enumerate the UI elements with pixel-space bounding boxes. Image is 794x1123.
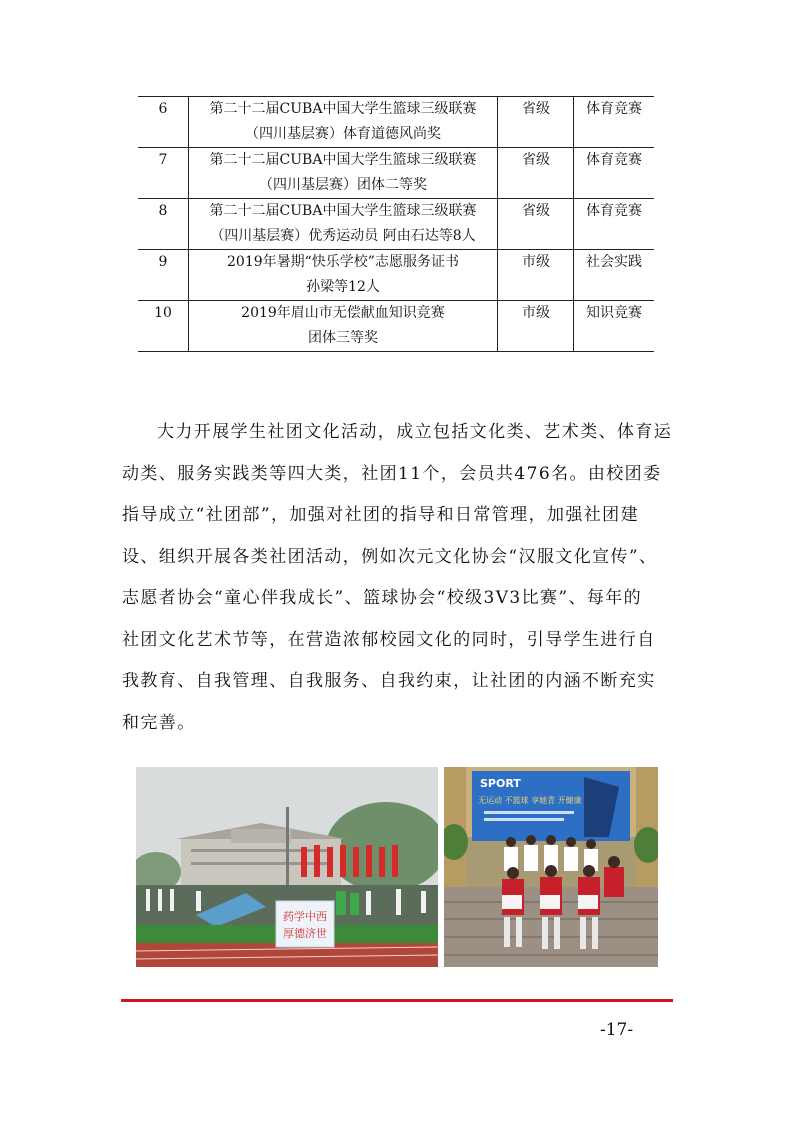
sports-meet-photo — [136, 767, 438, 967]
page-number: -17- — [600, 1020, 634, 1040]
award-name-line: （四川基层赛）体育道德风尚奖 — [245, 126, 441, 142]
award-level: 市级 — [498, 250, 574, 301]
banner-line: 厚德济世 — [283, 927, 327, 940]
footer-divider — [121, 999, 673, 1002]
paragraph-line: 设、组织开展各类社团活动，例如次元文化协会“汉服文化宣传”、 — [122, 546, 658, 567]
award-name — [189, 199, 498, 250]
award-row — [138, 148, 654, 199]
award-name — [189, 97, 498, 148]
award-name — [189, 301, 498, 352]
banner-line: 药学中西 — [283, 910, 327, 923]
award-name-line: 2019年眉山市无偿献血知识竞赛 — [241, 305, 445, 321]
paragraph-line: 我教育、自我管理、自我服务、自我约束，让社团的内涵不断充实 — [122, 671, 656, 691]
award-category: 知识竞赛 — [574, 301, 655, 352]
award-number: 10 — [138, 301, 189, 352]
awards-table — [138, 96, 654, 352]
award-name — [189, 250, 498, 301]
award-name-line: （四川基层赛）优秀运动员 阿由石达等8人 — [210, 228, 476, 244]
paragraph-line: 志愿者协会“童心伴我成长”、篮球协会“校级3V3比赛”、每年的 — [122, 588, 643, 608]
award-number: 9 — [138, 250, 189, 301]
award-name-line: 孙梁等12人 — [306, 279, 380, 295]
award-number: 8 — [138, 199, 189, 250]
banner-slogan-text: 无运动 不篮球 享她青 开健康 — [478, 796, 582, 805]
award-row — [138, 97, 654, 148]
paragraph-line: 社团文化艺术节等，在营造浓郁校园文化的同时，引导学生进行自 — [122, 629, 656, 650]
award-level: 省级 — [498, 148, 574, 199]
award-name-line: 2019年暑期“快乐学校”志愿服务证书 — [227, 254, 459, 270]
award-level: 省级 — [498, 97, 574, 148]
award-row — [138, 199, 654, 250]
award-number: 6 — [138, 97, 189, 148]
club-activities-paragraph — [122, 412, 674, 744]
paragraph-line: 指导成立“社团部”，加强对社团的指导和日常管理，加强社团建 — [122, 505, 639, 525]
award-name-line: 第二十二届CUBA中国大学生篮球三级联赛 — [209, 101, 477, 117]
basketball-team-photo — [444, 767, 658, 967]
award-level: 市级 — [498, 301, 574, 352]
paragraph-line: 和完善。 — [122, 712, 196, 733]
award-row — [138, 250, 654, 301]
award-number: 7 — [138, 148, 189, 199]
award-level: 省级 — [498, 199, 574, 250]
paragraph-line: 大力开展学生社团文化活动，成立包括文化类、艺术类、体育运 — [157, 422, 673, 442]
award-name-line: （四川基层赛）团体二等奖 — [259, 177, 427, 193]
award-name-line: 第二十二届CUBA中国大学生篮球三级联赛 — [209, 152, 477, 168]
paragraph-line: 动类、服务实践类等四大类，社团11个，会员共476名。由校团委 — [122, 463, 662, 484]
award-name — [189, 148, 498, 199]
award-name-line: 第二十二届CUBA中国大学生篮球三级联赛 — [209, 203, 477, 219]
banner-sport-text: SPORT — [480, 777, 521, 790]
award-category: 体育竞赛 — [574, 97, 655, 148]
award-category: 体育竞赛 — [574, 148, 655, 199]
award-name-line: 团体三等奖 — [308, 330, 378, 346]
award-category: 社会实践 — [574, 250, 655, 301]
award-row — [138, 301, 654, 352]
award-category: 体育竞赛 — [574, 199, 655, 250]
